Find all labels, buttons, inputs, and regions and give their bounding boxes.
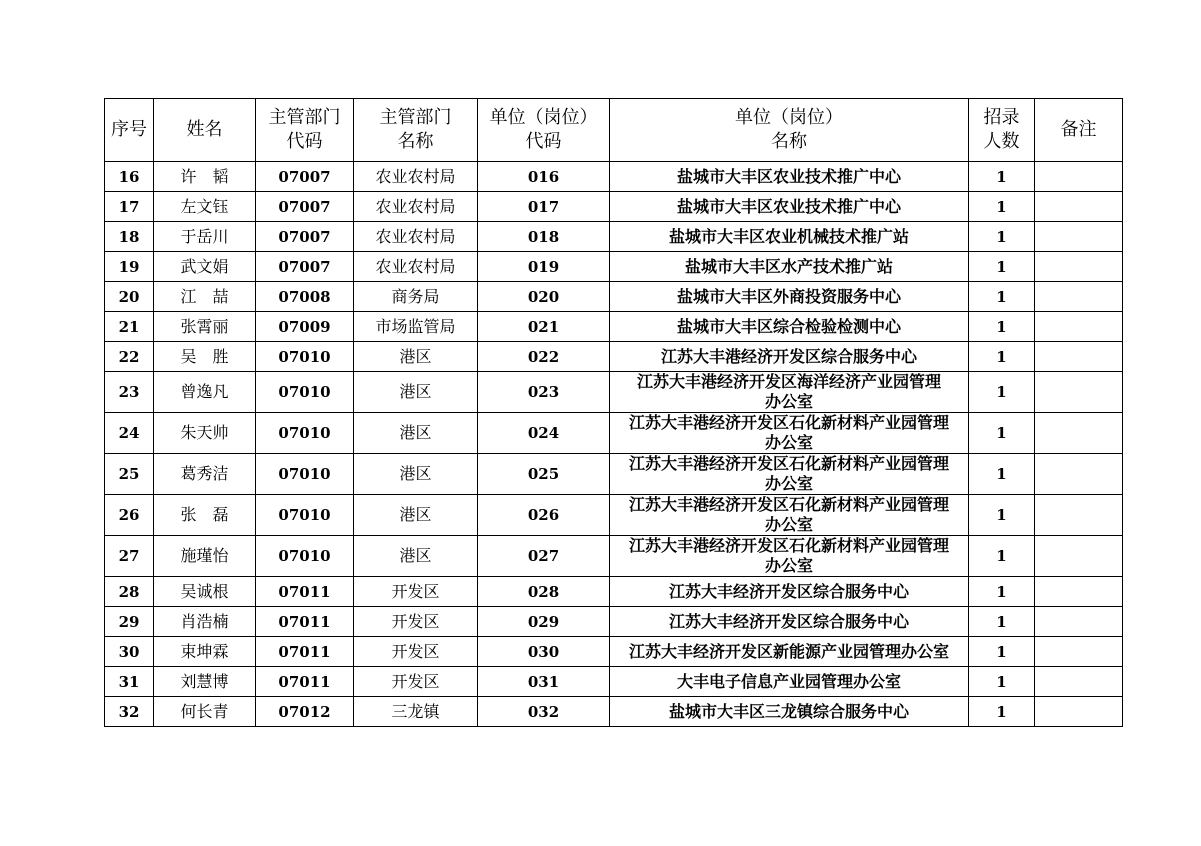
cell-count: 1 (969, 342, 1035, 372)
unit-name-line: 江苏大丰港经济开发区石化新材料产业园管理 (628, 454, 949, 473)
cell-unit-name (610, 252, 969, 282)
cell-note (1035, 667, 1123, 697)
cell-count: 1 (969, 667, 1035, 697)
cell-dept-code: 07010 (256, 454, 354, 495)
cell-seq: 31 (105, 667, 154, 697)
cell-name: 肖浩楠 (154, 607, 256, 637)
cell-name: 吴 胜 (154, 342, 256, 372)
table-row (105, 312, 1123, 342)
cell-note (1035, 697, 1123, 727)
cell-unit-code: 022 (478, 342, 610, 372)
cell-unit-name (610, 342, 969, 372)
cell-count: 1 (969, 495, 1035, 536)
cell-name: 刘慧博 (154, 667, 256, 697)
cell-unit-name (610, 495, 969, 536)
unit-name-line: 江苏大丰港经济开发区石化新材料产业园管理 (628, 495, 949, 514)
table-row (105, 536, 1123, 577)
cell-note (1035, 495, 1123, 536)
cell-dept-code: 07008 (256, 282, 354, 312)
header-seq: 序号 (105, 99, 154, 162)
cell-dept-name: 开发区 (354, 577, 478, 607)
unit-name-line: 盐城市大丰区三龙镇综合服务中心 (668, 701, 909, 721)
cell-dept-code: 07011 (256, 637, 354, 667)
cell-dept-name: 商务局 (354, 282, 478, 312)
table-row (105, 607, 1123, 637)
cell-unit-code: 016 (478, 162, 610, 192)
cell-unit-name (610, 282, 969, 312)
cell-unit-code: 028 (478, 577, 610, 607)
cell-dept-code: 07009 (256, 312, 354, 342)
recruitment-table (104, 98, 1123, 727)
cell-dept-name: 开发区 (354, 637, 478, 667)
cell-dept-code: 07012 (256, 697, 354, 727)
cell-dept-name: 港区 (354, 372, 478, 413)
table-row (105, 667, 1123, 697)
cell-unit-code: 029 (478, 607, 610, 637)
cell-seq: 27 (105, 536, 154, 577)
cell-name: 张 磊 (154, 495, 256, 536)
header-unit-name: 单位（岗位） 名称 (610, 99, 969, 162)
cell-count: 1 (969, 192, 1035, 222)
table-row (105, 454, 1123, 495)
cell-unit-code: 030 (478, 637, 610, 667)
unit-name-line: 江苏大丰经济开发区综合服务中心 (668, 581, 909, 601)
cell-count: 1 (969, 607, 1035, 637)
cell-seq: 16 (105, 162, 154, 192)
unit-name-line: 盐城市大丰区水产技术推广站 (684, 256, 893, 276)
table-row (105, 282, 1123, 312)
cell-name: 张霄丽 (154, 312, 256, 342)
cell-name: 许 韬 (154, 162, 256, 192)
header-name: 姓名 (154, 99, 256, 162)
cell-unit-code: 031 (478, 667, 610, 697)
cell-note (1035, 222, 1123, 252)
cell-unit-name (610, 372, 969, 413)
cell-unit-code: 019 (478, 252, 610, 282)
cell-note (1035, 252, 1123, 282)
unit-name-line: 江苏大丰经济开发区新能源产业园管理办公室 (628, 641, 949, 661)
table-row (105, 222, 1123, 252)
cell-note (1035, 413, 1123, 454)
cell-dept-name: 港区 (354, 536, 478, 577)
header-count: 招录 人数 (969, 99, 1035, 162)
cell-dept-name: 港区 (354, 454, 478, 495)
cell-dept-code: 07011 (256, 607, 354, 637)
cell-note (1035, 637, 1123, 667)
unit-name-line: 江苏大丰港经济开发区石化新材料产业园管理 (628, 413, 949, 432)
cell-dept-name: 开发区 (354, 607, 478, 637)
header-note: 备注 (1035, 99, 1123, 162)
header-dept-code: 主管部门 代码 (256, 99, 354, 162)
unit-name-line: 盐城市大丰区外商投资服务中心 (676, 286, 901, 306)
cell-unit-code: 021 (478, 312, 610, 342)
unit-name-line: 盐城市大丰区农业技术推广中心 (676, 166, 901, 186)
cell-note (1035, 192, 1123, 222)
header-unit-code: 单位（岗位） 代码 (478, 99, 610, 162)
table-row (105, 162, 1123, 192)
cell-dept-code: 07010 (256, 342, 354, 372)
unit-name-line: 江苏大丰港经济开发区综合服务中心 (660, 346, 917, 366)
cell-unit-name (610, 162, 969, 192)
cell-count: 1 (969, 282, 1035, 312)
unit-name-line: 办公室 (764, 474, 813, 493)
cell-unit-code: 027 (478, 536, 610, 577)
cell-unit-code: 020 (478, 282, 610, 312)
cell-unit-name (610, 577, 969, 607)
cell-dept-name: 港区 (354, 413, 478, 454)
unit-name-line: 办公室 (764, 392, 813, 411)
cell-dept-name: 农业农村局 (354, 252, 478, 282)
cell-note (1035, 577, 1123, 607)
cell-unit-code: 026 (478, 495, 610, 536)
cell-seq: 30 (105, 637, 154, 667)
cell-unit-code: 032 (478, 697, 610, 727)
cell-seq: 23 (105, 372, 154, 413)
cell-unit-code: 024 (478, 413, 610, 454)
unit-name-line: 办公室 (764, 433, 813, 452)
header-row (105, 99, 1123, 162)
unit-name-line: 江苏大丰经济开发区综合服务中心 (668, 611, 909, 631)
table-row (105, 495, 1123, 536)
cell-unit-code: 017 (478, 192, 610, 222)
cell-seq: 22 (105, 342, 154, 372)
cell-name: 左文钰 (154, 192, 256, 222)
cell-name: 武文娟 (154, 252, 256, 282)
cell-unit-name (610, 222, 969, 252)
cell-dept-name: 开发区 (354, 667, 478, 697)
cell-seq: 32 (105, 697, 154, 727)
cell-note (1035, 454, 1123, 495)
cell-unit-name (610, 413, 969, 454)
cell-count: 1 (969, 222, 1035, 252)
cell-seq: 28 (105, 577, 154, 607)
cell-unit-code: 025 (478, 454, 610, 495)
cell-name: 施瑾怡 (154, 536, 256, 577)
cell-dept-name: 港区 (354, 495, 478, 536)
cell-dept-code: 07007 (256, 162, 354, 192)
cell-dept-code: 07007 (256, 222, 354, 252)
cell-unit-name (610, 667, 969, 697)
cell-seq: 25 (105, 454, 154, 495)
cell-note (1035, 312, 1123, 342)
cell-count: 1 (969, 252, 1035, 282)
unit-name-line: 盐城市大丰区农业技术推广中心 (676, 196, 901, 216)
cell-count: 1 (969, 162, 1035, 192)
cell-unit-name (610, 697, 969, 727)
unit-name-line: 办公室 (764, 515, 813, 534)
table-row (105, 577, 1123, 607)
cell-note (1035, 536, 1123, 577)
cell-unit-name (610, 536, 969, 577)
unit-name-line: 江苏大丰港经济开发区海洋经济产业园管理 (636, 372, 941, 391)
cell-dept-code: 07011 (256, 667, 354, 697)
cell-seq: 24 (105, 413, 154, 454)
cell-count: 1 (969, 312, 1035, 342)
cell-name: 江 喆 (154, 282, 256, 312)
header-dept-name: 主管部门 名称 (354, 99, 478, 162)
cell-name: 朱天帅 (154, 413, 256, 454)
cell-count: 1 (969, 637, 1035, 667)
cell-dept-name: 港区 (354, 342, 478, 372)
table-row (105, 342, 1123, 372)
cell-dept-code: 07007 (256, 252, 354, 282)
cell-unit-code: 023 (478, 372, 610, 413)
unit-name-line: 盐城市大丰区农业机械技术推广站 (668, 226, 909, 246)
cell-unit-name (610, 637, 969, 667)
cell-name: 何长青 (154, 697, 256, 727)
cell-count: 1 (969, 577, 1035, 607)
cell-unit-name (610, 454, 969, 495)
cell-note (1035, 282, 1123, 312)
cell-note (1035, 162, 1123, 192)
cell-seq: 19 (105, 252, 154, 282)
cell-dept-name: 农业农村局 (354, 222, 478, 252)
table-row (105, 372, 1123, 413)
cell-dept-code: 07010 (256, 495, 354, 536)
unit-name-line: 盐城市大丰区综合检验检测中心 (676, 316, 901, 336)
cell-dept-code: 07011 (256, 577, 354, 607)
cell-name: 吴诚根 (154, 577, 256, 607)
cell-dept-code: 07010 (256, 536, 354, 577)
cell-name: 于岳川 (154, 222, 256, 252)
table-row (105, 697, 1123, 727)
cell-seq: 29 (105, 607, 154, 637)
cell-count: 1 (969, 536, 1035, 577)
cell-count: 1 (969, 372, 1035, 413)
cell-dept-code: 07010 (256, 372, 354, 413)
cell-name: 束坤霖 (154, 637, 256, 667)
table-body (105, 162, 1123, 727)
cell-count: 1 (969, 454, 1035, 495)
table-row (105, 413, 1123, 454)
cell-note (1035, 607, 1123, 637)
cell-seq: 21 (105, 312, 154, 342)
unit-name-line: 江苏大丰港经济开发区石化新材料产业园管理 (628, 536, 949, 555)
cell-unit-name (610, 607, 969, 637)
cell-note (1035, 342, 1123, 372)
cell-dept-name: 三龙镇 (354, 697, 478, 727)
cell-seq: 26 (105, 495, 154, 536)
cell-dept-name: 农业农村局 (354, 192, 478, 222)
cell-dept-code: 07010 (256, 413, 354, 454)
unit-name-line: 办公室 (764, 556, 813, 575)
cell-seq: 17 (105, 192, 154, 222)
cell-count: 1 (969, 413, 1035, 454)
unit-name-line: 大丰电子信息产业园管理办公室 (676, 671, 901, 691)
table-row (105, 252, 1123, 282)
cell-unit-name (610, 312, 969, 342)
cell-seq: 20 (105, 282, 154, 312)
cell-unit-code: 018 (478, 222, 610, 252)
cell-seq: 18 (105, 222, 154, 252)
cell-name: 葛秀洁 (154, 454, 256, 495)
cell-dept-name: 市场监管局 (354, 312, 478, 342)
table-row (105, 637, 1123, 667)
cell-count: 1 (969, 697, 1035, 727)
cell-unit-name (610, 192, 969, 222)
cell-dept-name: 农业农村局 (354, 162, 478, 192)
cell-name: 曾逸凡 (154, 372, 256, 413)
cell-note (1035, 372, 1123, 413)
table-row (105, 192, 1123, 222)
cell-dept-code: 07007 (256, 192, 354, 222)
